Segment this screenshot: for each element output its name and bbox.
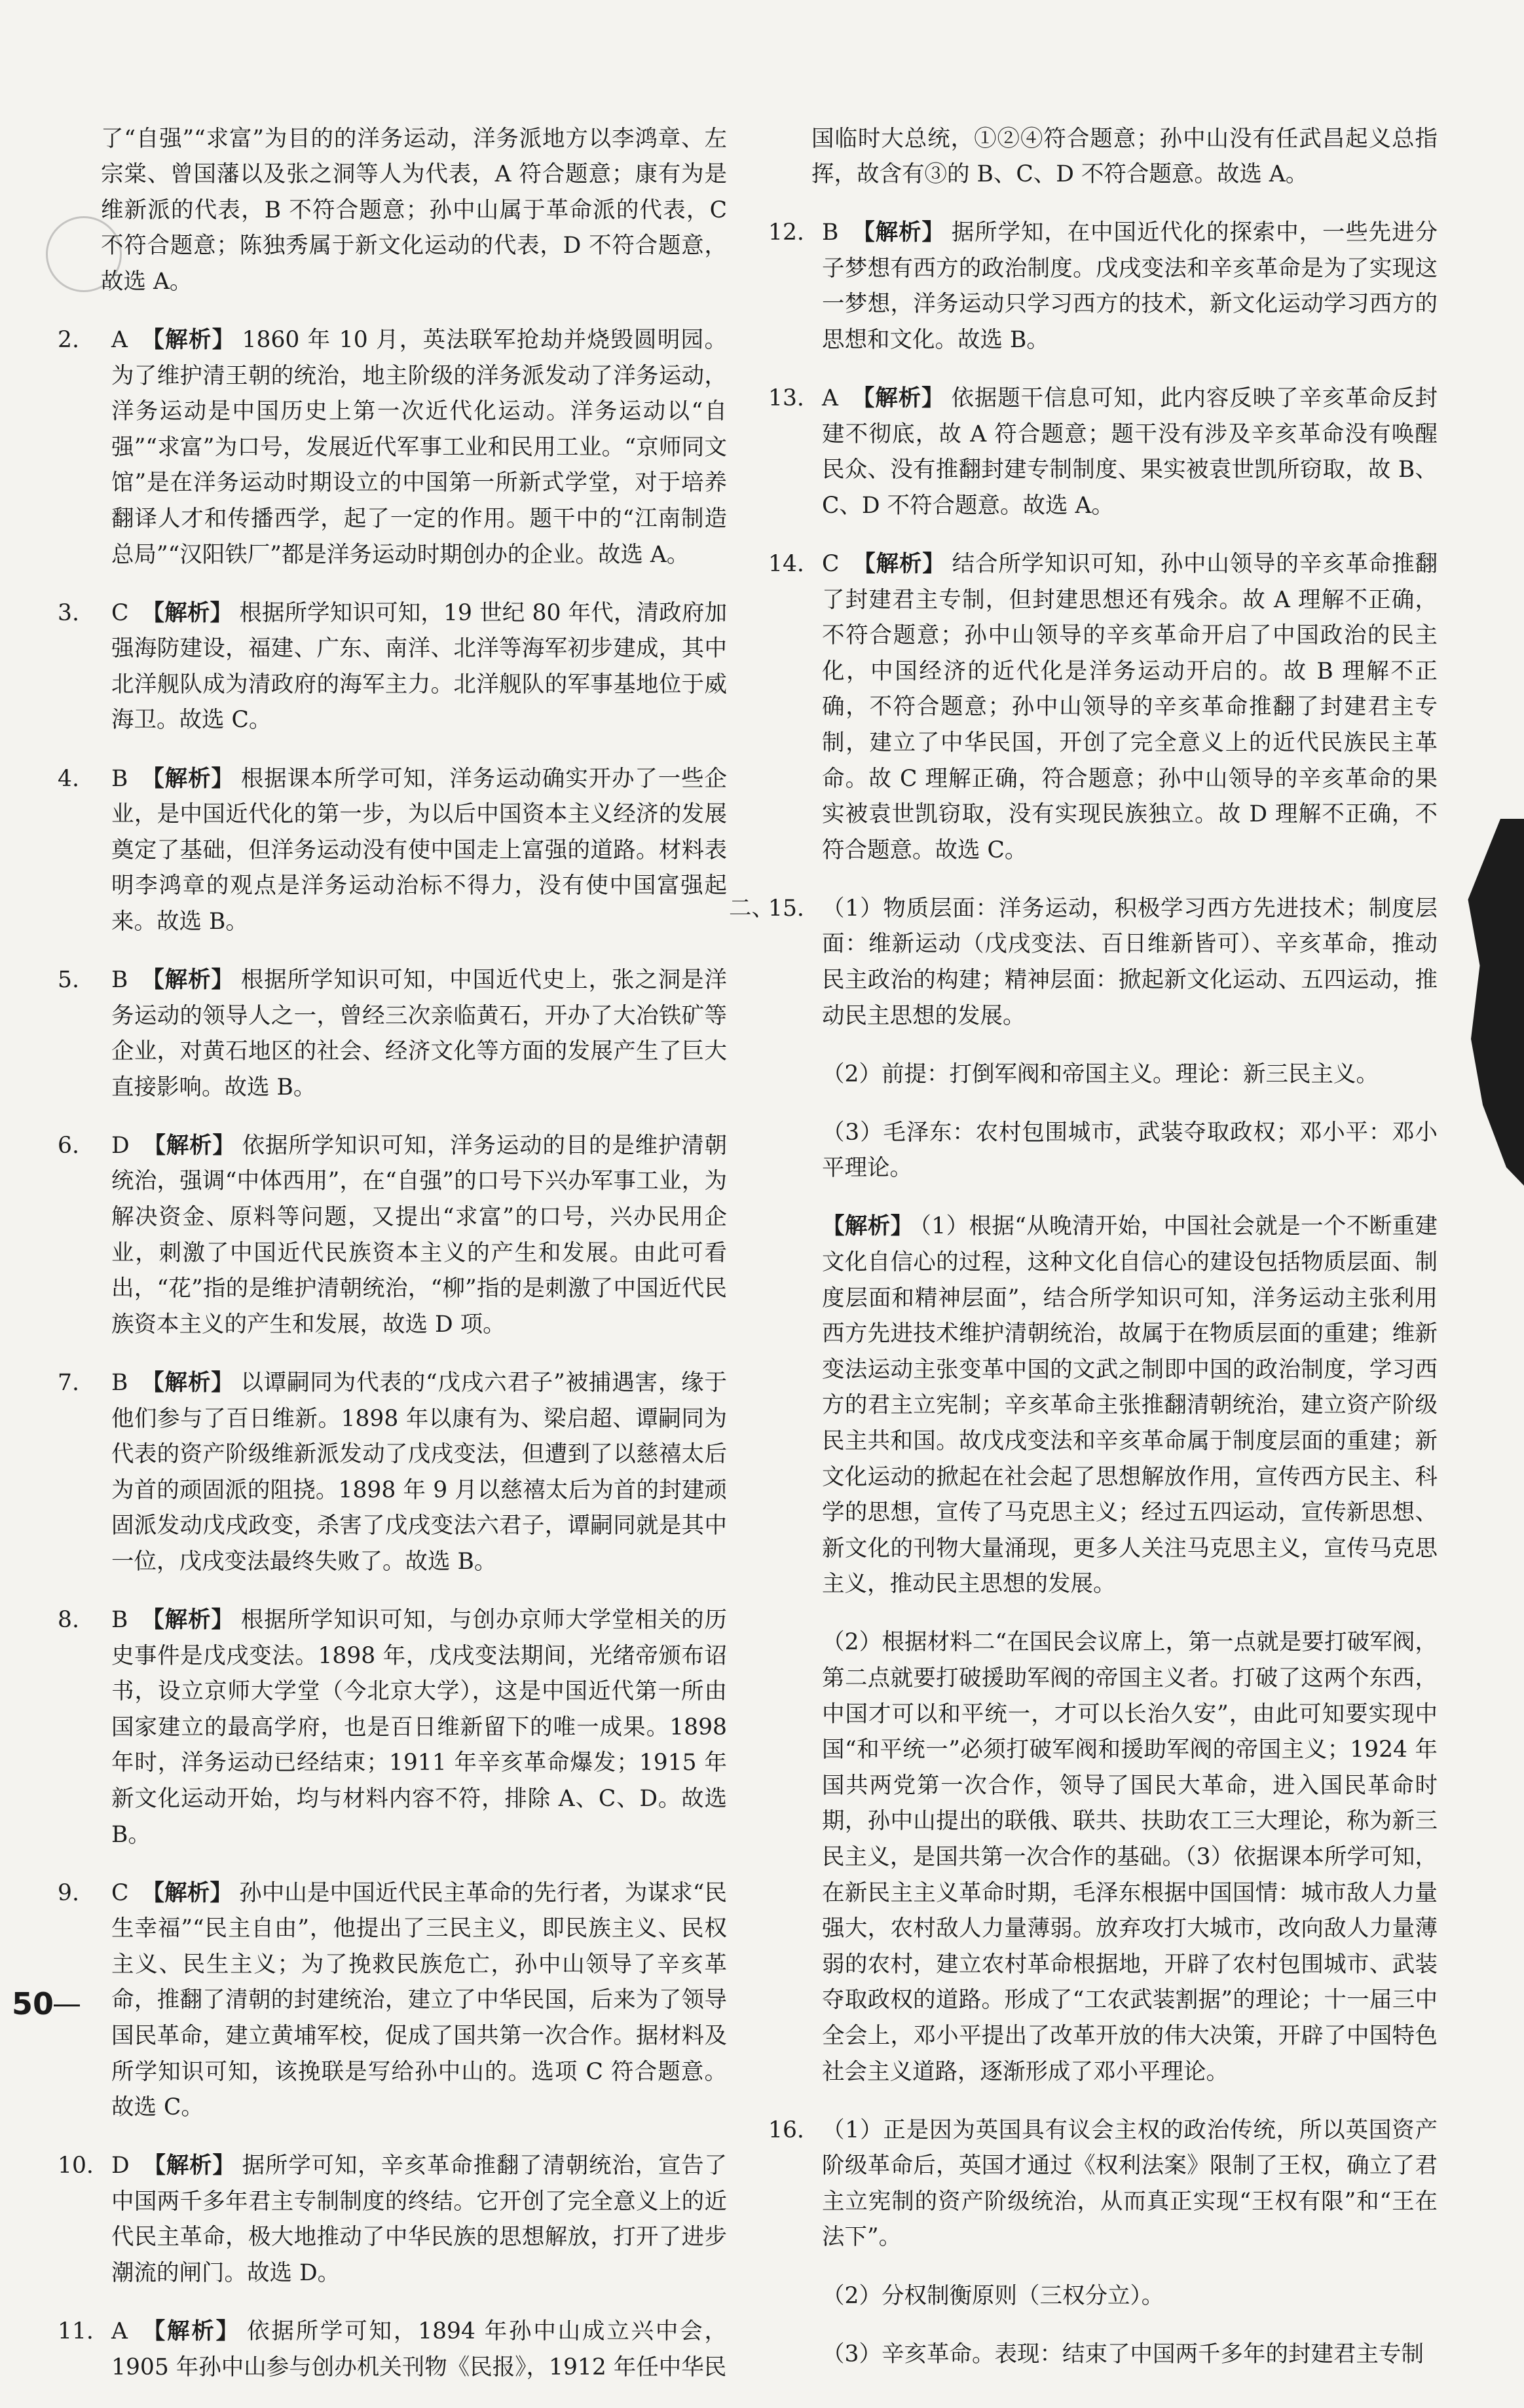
right-continuation: 国临时大总统，①②④符合题意；孙中山没有任武昌起义总指挥，故含有③的 B、C、D 不符合题意。故选 A。 xyxy=(811,125,1438,188)
answer-letter: B xyxy=(111,966,128,993)
analysis-text: 据所学可知，辛亥革命推翻了清朝统治，宣告了中国两千多年君主专制制度的终结。它开创了完全意义上的近代民主革命，极大地推动了中华民族的思想解放，打开了进步潮流的闸门。故选 D。 xyxy=(111,2153,728,2287)
item-number: 8. xyxy=(58,1606,79,1633)
item-body xyxy=(59,1875,727,2126)
analysis-tag: 【解析】 xyxy=(140,2318,240,2345)
answer-letter: D xyxy=(111,1132,130,1159)
analysis-tag: 【解析】 xyxy=(141,1879,233,1906)
item-body xyxy=(59,2314,727,2385)
item-number: 11. xyxy=(58,2318,94,2345)
analysis-text: 据所学知，在中国近代化的探索中，一些先进分子梦想有西方的政治制度。戊戌变法和辛亥革命是为了实现这一梦想，洋务运动只学习西方的技术，新文化运动学习西方的思想和文化。故选 B。 xyxy=(822,219,1438,353)
item-body xyxy=(59,595,727,738)
q15-part-1: （1）物质层面：洋务运动，积极学习西方先进技术；制度层面：维新运动（戊戌变法、百日维新皆可）、辛亥革命，推动民主政治的构建；精神层面：掀起新文化运动、五四运动，推动民主思想的发展。 xyxy=(822,895,1438,1029)
analysis-tag: 【解析】 xyxy=(852,550,946,577)
item-body xyxy=(59,1365,727,1580)
answer-item xyxy=(59,322,727,573)
analysis-text: 根据所学知识可知，中国近代史上，张之洞是洋务运动的领导人之一，曾经三次亲临黄石，开办了大冶铁矿等企业，对黄石地区的社会、经济文化等方面的发展产生了巨大直接影响。故选 B。 xyxy=(111,966,728,1101)
item-number: 12. xyxy=(768,219,804,246)
answer-item xyxy=(770,215,1438,358)
item-number: 14. xyxy=(768,550,804,577)
item-body xyxy=(59,962,727,1105)
analysis-text: 结合所学知识可知，孙中山领导的辛亥革命推翻了封建君主专制，但封建思想还有残余。故 A 理解不正确，不符合题意；孙中山领导的辛亥革命开启了中国政治的民主化，中国经济的近代化是洋务运动开启的。故 B 理解不正确，不符合题意；孙中山领导的辛亥革命推翻了封建君主专制，建立了中华民国，开创了完全意义上的近代民族民主革命。故 C 理解正确，符合题意；孙中山领导的辛亥革命的果实被袁世凯窃取，没有实现民族独立。故 D 理解不正确，不符合题意。故选 C。 xyxy=(822,550,1438,863)
item-number: 3. xyxy=(58,599,79,626)
analysis-tag: 【解析】 xyxy=(141,966,234,993)
item-number: 4. xyxy=(58,765,79,792)
answer-item xyxy=(59,1365,727,1580)
question-16 xyxy=(770,2113,1438,2373)
answer-letter: B xyxy=(111,765,128,792)
answer-letter: B xyxy=(111,1606,128,1633)
analysis-tag: 【解析】 xyxy=(142,1132,236,1159)
item-body xyxy=(59,761,727,940)
right-column xyxy=(729,98,1438,2395)
section-marker: 二、 xyxy=(729,895,774,922)
answer-item xyxy=(770,546,1438,868)
answer-letter: C xyxy=(111,1879,129,1906)
item-body xyxy=(59,322,727,573)
q15-analysis-1 xyxy=(770,1209,1438,1602)
analysis-text: 以谭嗣同为代表的“戊戌六君子”被捕遇害，缘于他们参与了百日维新。1898 年以康有为、梁启超、谭嗣同为代表的资产阶级维新派发动了戊戌变法，但遭到了以慈禧太后为首的顽固派的阻挠。1898 年 9 月以慈禧太后为首的封建顽固派发动戊戌政变，杀害了戊戌变法六君子，谭嗣同就是其中一位，戊戌变法最终失败了。故选 B。 xyxy=(111,1369,727,1575)
item-body xyxy=(770,546,1438,868)
analysis-tag: 【解析】 xyxy=(142,2153,236,2179)
item-number: 7. xyxy=(58,1369,79,1396)
answer-letter: A xyxy=(822,385,838,412)
q15-analysis-2: （2）根据材料二“在国民会议席上，第一点就是要打破军阀，第二点就要打破援助军阀的帝国主义者。打破了这两个东西，中国才可以和平统一，才可以长治久安”，由此可知要实现中国“和平统一”必须打破军阀和援助军阀的帝国主义；1924 年国共两党第一次合作，领导了国民大革命，进入国民革命时期，孙中山提出的联俄、联共、扶助农工三大理论，称为新三民主义，是国共第一次合作的基础。（3）依据课本所学可知，在新民主主义革命时期，毛泽东根据中国国情：城市敌人力量强大，农村敌人力量薄弱。放弃攻打大城市，改向敌人力量薄弱的农村，建立农村革命根据地，开辟了农村包围城市、武装夺取政权的道路。形成了“工农武装割据”的理论；十一届三中全会上，邓小平提出了改革开放的伟大决策，开辟了中国特色社会主义道路，逐渐形成了邓小平理论。 xyxy=(822,1629,1438,2085)
analysis-tag: 【解析】 xyxy=(141,1369,234,1396)
q16-part-1: （1）正是因为英国具有议会主权的政治传统，所以英国资产阶级革命后，英国才通过《权利法案》限制了王权，确立了君主立宪制的资产阶级统治，从而真正实现“王权有限”和“王在法下”。 xyxy=(822,2116,1438,2251)
question-16-number: 16. xyxy=(768,2116,804,2143)
torn-page-edge xyxy=(1465,819,1524,1186)
answer-letter: D xyxy=(111,2153,130,2179)
item-body xyxy=(59,1128,727,1343)
analysis-text: 孙中山是中国近代民主革命的先行者，为谋求“民生幸福”“民主自由”，他提出了三民主义，即民族主义、民权主义、民生主义；为了挽救民族危亡，孙中山领导了辛亥革命，推翻了清朝的封建统治，建立了中华民国，后来为了领导国民革命，建立黄埔军校，促成了国共第一次合作。据材料及所学知识可知，该挽联是写给孙中山的。选项 C 符合题意。故选 C。 xyxy=(111,1879,728,2121)
q16-part-2: （2）分权制衡原则（三权分立）。 xyxy=(822,2282,1164,2309)
left-continuation: 了“自强”“求富”为目的的洋务运动，洋务派地方以李鸿章、左宗棠、曾国藩以及张之洞等人为代表，A 符合题意；康有为是维新派的代表，B 不符合题意；孙中山属于革命派的代表，C 不符合题意；陈独秀属于新文化运动的代表，D 不符合题意，故选 A。 xyxy=(101,125,727,295)
analysis-text: 依据题干信息可知，此内容反映了辛亥革命反封建不彻底，故 A 符合题意；题干没有涉及辛亥革命没有唤醒民众、没有推翻封建专制制度、果实被袁世凯所窃取，故 B、C、D 不符合题意。故选 A。 xyxy=(822,385,1438,519)
item-number: 13. xyxy=(768,385,804,412)
analysis-tag: 【解析】 xyxy=(141,765,234,792)
left-answer-list xyxy=(59,322,727,2385)
analysis-text: 根据所学知识可知，19 世纪 80 年代，清政府加强海防建设，福建、广东、南洋、北洋等海军初步建成，其中北洋舰队成为清政府的海军主力。北洋舰队的军事基地位于威海卫。故选 C。 xyxy=(111,599,727,734)
item-body xyxy=(59,1602,727,1853)
item-number: 6. xyxy=(58,1132,79,1159)
question-15 xyxy=(729,891,1438,2090)
answer-item xyxy=(59,1602,727,1853)
analysis-tag: 【解析】 xyxy=(822,1213,914,1240)
q16-part-3: （3）辛亥革命。表现：结束了中国两千多年的封建君主专制 xyxy=(822,2341,1424,2367)
item-body xyxy=(770,381,1438,523)
answer-letter: B xyxy=(111,1369,128,1396)
answer-item xyxy=(59,1128,727,1343)
answer-item xyxy=(59,2314,727,2385)
answer-item xyxy=(59,2148,727,2291)
q15-num: 15. xyxy=(768,895,804,922)
right-answer-list xyxy=(770,215,1438,868)
item-body xyxy=(770,215,1438,358)
item-number: 5. xyxy=(58,966,79,993)
q15-part-3: （3）毛泽东：农村包围城市，武装夺取政权；邓小平：邓小平理论。 xyxy=(822,1119,1438,1182)
question-15-number xyxy=(729,891,804,927)
answer-letter: B xyxy=(822,219,839,246)
analysis-tag: 【解析】 xyxy=(851,385,945,412)
analysis-text: 根据课本所学可知，洋务运动确实开办了一些企业，是中国近代化的第一步，为以后中国资本主义经济的发展奠定了基础，但洋务运动没有使中国走上富强的道路。材料表明李鸿章的观点是洋务运动治标不得力，没有使中国富强起来。故选 B。 xyxy=(111,765,728,935)
left-column xyxy=(59,98,727,2408)
analysis-tag: 【解析】 xyxy=(140,326,236,353)
item-number: 2. xyxy=(58,326,79,353)
page-number: 50 xyxy=(12,1986,54,2022)
analysis-tag: 【解析】 xyxy=(141,599,233,626)
answer-item xyxy=(770,381,1438,523)
answer-item xyxy=(59,761,727,940)
item-number: 10. xyxy=(58,2153,94,2179)
q15-part-2: （2）前提：打倒军阀和帝国主义。理论：新三民主义。 xyxy=(822,1061,1379,1087)
answer-item xyxy=(59,1875,727,2126)
answer-letter: A xyxy=(111,2318,128,2345)
analysis-text: 依据所学知识可知，洋务运动的目的是维护清朝统治，强调“中体西用”，在“自强”的口号下兴办军事工业，为解决资金、原料等问题，又提出“求富”的口号，兴办民用企业，刺激了中国近代民族资本主义的产生和发展。由此可看出，“花”指的是维护清朝统治，“柳”指的是刺激了中国近代民族资本主义的产生和发展，故选 D 项。 xyxy=(111,1132,728,1338)
item-number: 9. xyxy=(58,1879,79,1906)
answer-item xyxy=(59,962,727,1105)
answer-letter: A xyxy=(111,326,128,353)
page-number-dash xyxy=(54,2004,80,2006)
item-body xyxy=(59,2148,727,2291)
analysis-text: 依据所学可知，1894 年孙中山成立兴中会，1905 年孙中山参与创办机关刊物《民报》，1912 年任中华民 xyxy=(111,2318,728,2380)
answer-letter: C xyxy=(822,550,840,577)
answer-item xyxy=(59,595,727,738)
analysis-tag: 【解析】 xyxy=(851,219,945,246)
analysis-text: 1860 年 10 月，英法联军抢劫并烧毁圆明园。为了维护清王朝的统治，地主阶级的洋务派发动了洋务运动，洋务运动是中国历史上第一次近代化运动。洋务运动以“自强”“求富”为口号，发展近代军事工业和民用工业。“京师同文馆”是在洋务运动时期设立的中国第一所新式学堂，对于培养翻译人才和传播西学，起了一定的作用。题干中的“江南制造总局”“汉阳铁厂”都是洋务运动时期创办的企业。故选 A。 xyxy=(111,326,727,568)
analysis-tag: 【解析】 xyxy=(141,1606,234,1633)
analysis-text: 根据所学知识可知，与创办京师大学堂相关的历史事件是戊戌变法。1898 年，戊戌变法期间，光绪帝颁布诏书，设立京师大学堂（今北京大学），这是中国近代第一所由国家建立的最高学府，也是百日维新留下的唯一成果。1898 年时，洋务运动已经结束；1911 年辛亥革命爆发；1915 年新文化运动开始，均与材料内容不符，排除 A、C、D。故选 B。 xyxy=(111,1606,728,1848)
answer-letter: C xyxy=(111,599,129,626)
q15-analysis-text: （1）根据“从晚清开始，中国社会就是一个不断重建文化自信心的过程，这种文化自信心的建设包括物质层面、制度层面和精神层面”，结合所学知识可知，洋务运动主张利用西方先进技术维护清朝统治，故属于在物质层面的重建；维新变法运动主张变革中国的文武之制即中国的政治制度，学习西方的君主立宪制；辛亥革命主张推翻清朝统治，建立资产阶级民主共和国。故戊戌变法和辛亥革命属于制度层面的重建；新文化运动的掀起在社会起了思想解放作用，宣传西方民主、科学的思想，宣传了马克思主义；经过五四运动，宣传新思想、新文化的刊物大量涌现，更多人关注马克思主义，宣传马克思主义，推动民主思想的发展。 xyxy=(822,1213,1438,1598)
